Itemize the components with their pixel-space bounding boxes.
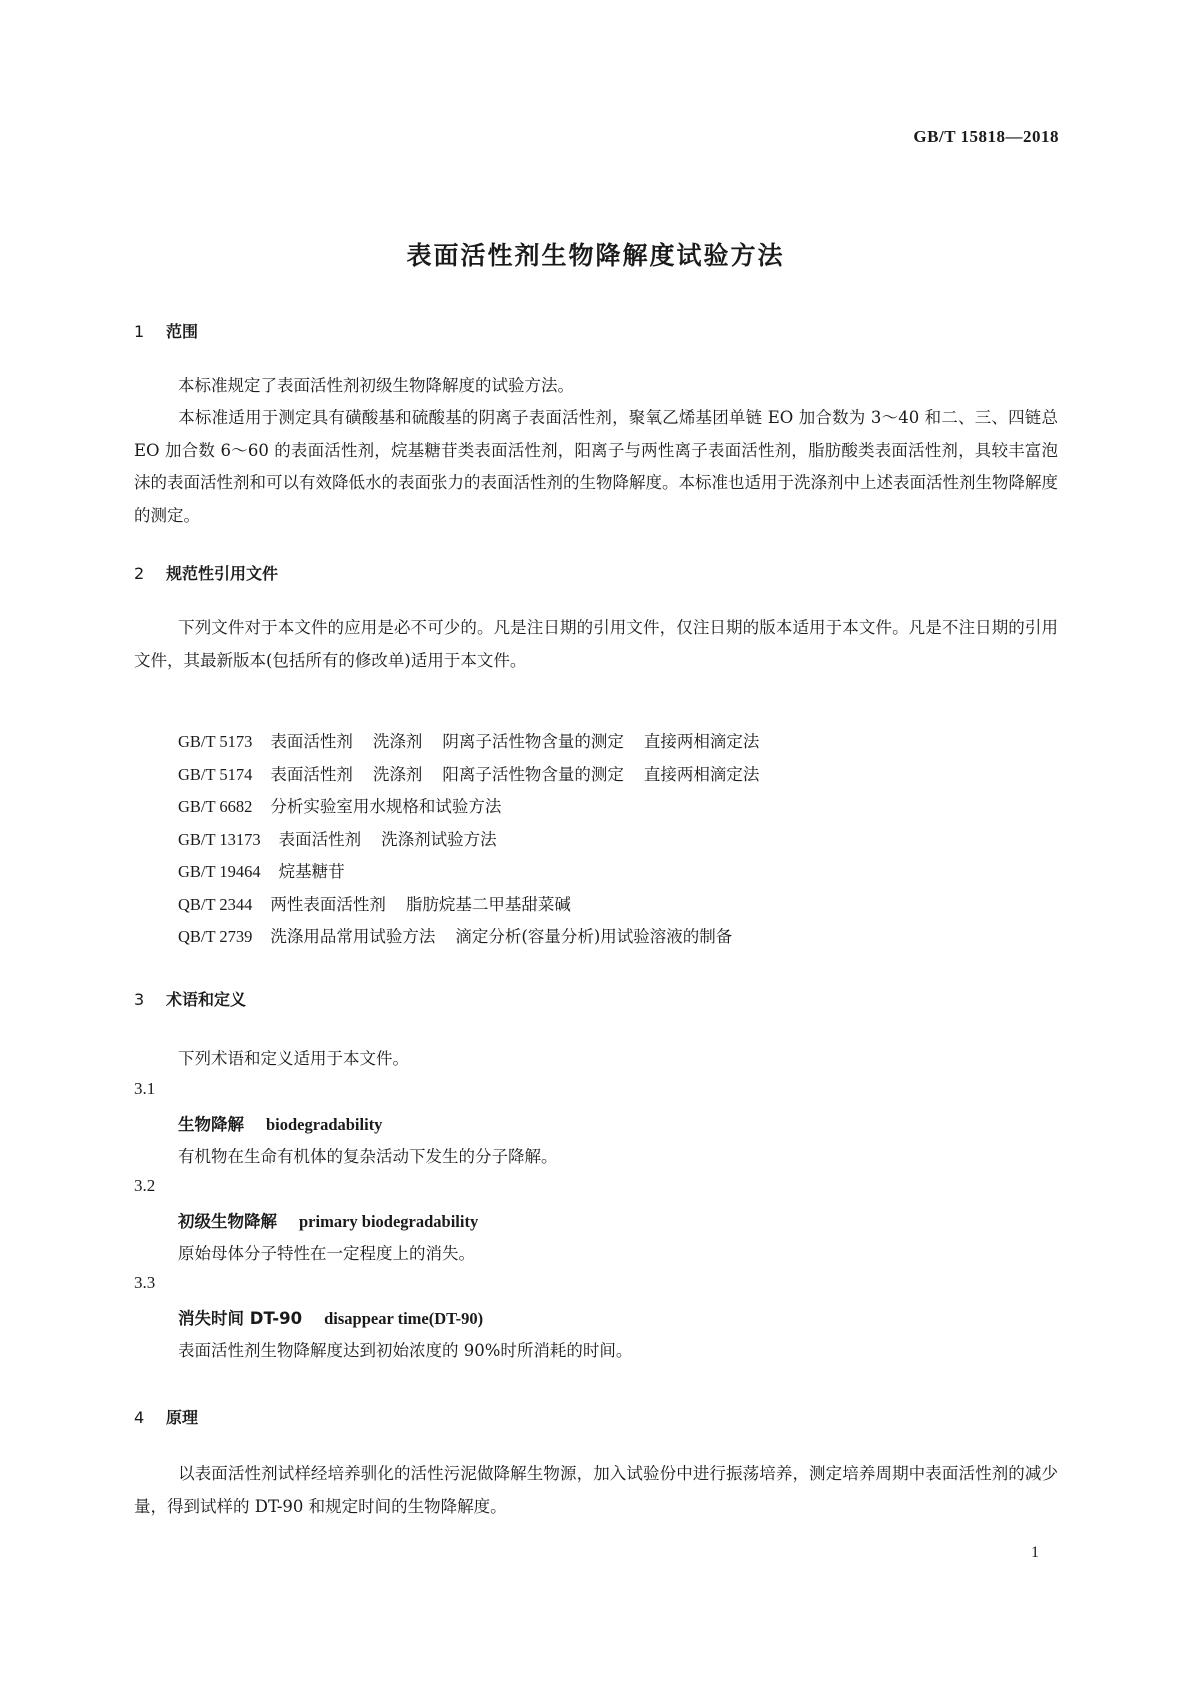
reference-code: GB/T 5174 [178,764,253,784]
section-1-paragraph-2 [134,402,1058,532]
reference-title-part: 两性表面活性剂 [270,894,386,914]
paragraph-text: 以表面活性剂试样经培养驯化的活性污泥做降解生物源，加入试验份中进行振荡培养，测定培养周期中表面活性剂的减少量，得到试样的 DT-90 和规定时间的生物降解度。 [134,1464,1058,1516]
term-name-en: disappear time(DT-90) [324,1309,484,1328]
term-name-en: primary biodegradability [299,1212,479,1231]
reference-title-part: 表面活性剂 [270,764,353,784]
reference-title-part: 直接两相滴定法 [643,732,760,751]
section-4-paragraph [134,1458,1058,1523]
term-heading [178,1111,382,1135]
section-number: 1 [134,322,145,341]
term-name-zh: 消失时间 DT-90 [178,1309,303,1328]
section-2-intro [134,612,1058,677]
section-1-heading [134,319,198,342]
section-2-heading [134,561,278,584]
reference-code: QB/T 2344 [178,894,253,914]
section-title: 术语和定义 [166,990,247,1009]
reference-code: GB/T 13173 [178,829,261,849]
section-3-heading [134,987,246,1010]
section-number: 4 [134,1408,145,1427]
term-heading [178,1305,483,1329]
term-definition: 原始母体分子特性在一定程度上的消失。 [178,1244,475,1263]
term-number: 3.1 [134,1079,156,1098]
reference-title-part: 脂肪烷基二甲基甜菜碱 [405,894,571,914]
section-4-heading [134,1405,198,1428]
document-title: 表面活性剂生物降解度试验方法 [406,241,785,270]
reference-code: GB/T 6682 [178,797,253,816]
reference-title-part: 表面活性剂 [278,829,362,849]
reference-title-part: 烷基糖苷 [278,862,345,881]
reference-title-part: 阴离子活性物含量的测定 [442,732,624,751]
reference-item [178,824,759,857]
reference-list [178,726,759,954]
paragraph-text: 本标准规定了表面活性剂初级生物降解度的试验方法。 [178,376,574,395]
reference-item [178,759,759,792]
page-number: 1 [1031,1544,1039,1561]
reference-code: GB/T 19464 [178,862,261,881]
section-title: 规范性引用文件 [166,564,279,583]
term-name-zh: 生物降解 [178,1115,244,1134]
paragraph-text: 下列文件对于本文件的应用是必不可少的。凡是注日期的引用文件，仅注日期的版本适用于本文件。凡是不注日期的引用文件，其最新版本(包括所有的修改单)适用于本文件。 [134,618,1058,670]
section-number: 3 [134,990,145,1009]
reference-item [178,921,759,954]
reference-title-part: 直接两相滴定法 [643,764,760,784]
reference-title-part: 阳离子活性物含量的测定 [442,764,624,784]
reference-title-part: 分析实验室用水规格和试验方法 [270,797,502,816]
reference-title-part: 洗涤用品常用试验方法 [270,927,436,946]
term-number: 3.2 [134,1176,156,1195]
term-definition: 有机物在生命有机体的复杂活动下发生的分子降解。 [178,1147,558,1166]
reference-item [178,726,759,759]
section-1-paragraph-1 [134,370,1058,403]
reference-title-part: 洗涤剂 [372,764,423,784]
reference-item [178,889,759,922]
reference-code: QB/T 2739 [178,927,253,946]
reference-item [178,856,759,889]
reference-title-part: 滴定分析(容量分析)用试验溶液的制备 [455,927,733,946]
term-definition: 表面活性剂生物降解度达到初始浓度的 90%时所消耗的时间。 [178,1341,633,1360]
term-name-en: biodegradability [266,1115,383,1134]
document-code: GB/T 15818—2018 [913,127,1059,146]
reference-code: GB/T 5173 [178,732,253,751]
section-number: 2 [134,564,145,583]
section-title: 范围 [166,322,199,341]
section-title: 原理 [166,1408,199,1427]
term-heading [178,1208,478,1232]
section-3-intro: 下列术语和定义适用于本文件。 [178,1049,409,1068]
reference-title-part: 表面活性剂 [270,732,353,751]
reference-title-part: 洗涤剂 [372,732,423,751]
term-number: 3.3 [134,1273,156,1292]
paragraph-text: 本标准适用于测定具有磺酸基和硫酸基的阴离子表面活性剂，聚氧乙烯基团单链 EO 加合数为 3～40 和二、三、四链总 EO 加合数 6～60 的表面活性剂，烷基糖苷类表面活性剂，阳离子与两性离子表面活性剂，脂肪酸类表面活性剂，具较丰富泡沫的表面活性剂和可以有效降低水的表面张力的表面活性剂的生物降解度。本标准也适用于洗涤剂中上述表面活性剂生物降解度的测定。 [134,408,1058,525]
reference-item [178,791,759,824]
term-name-zh: 初级生物降解 [178,1212,277,1231]
reference-title-part: 洗涤剂试验方法 [381,829,497,849]
